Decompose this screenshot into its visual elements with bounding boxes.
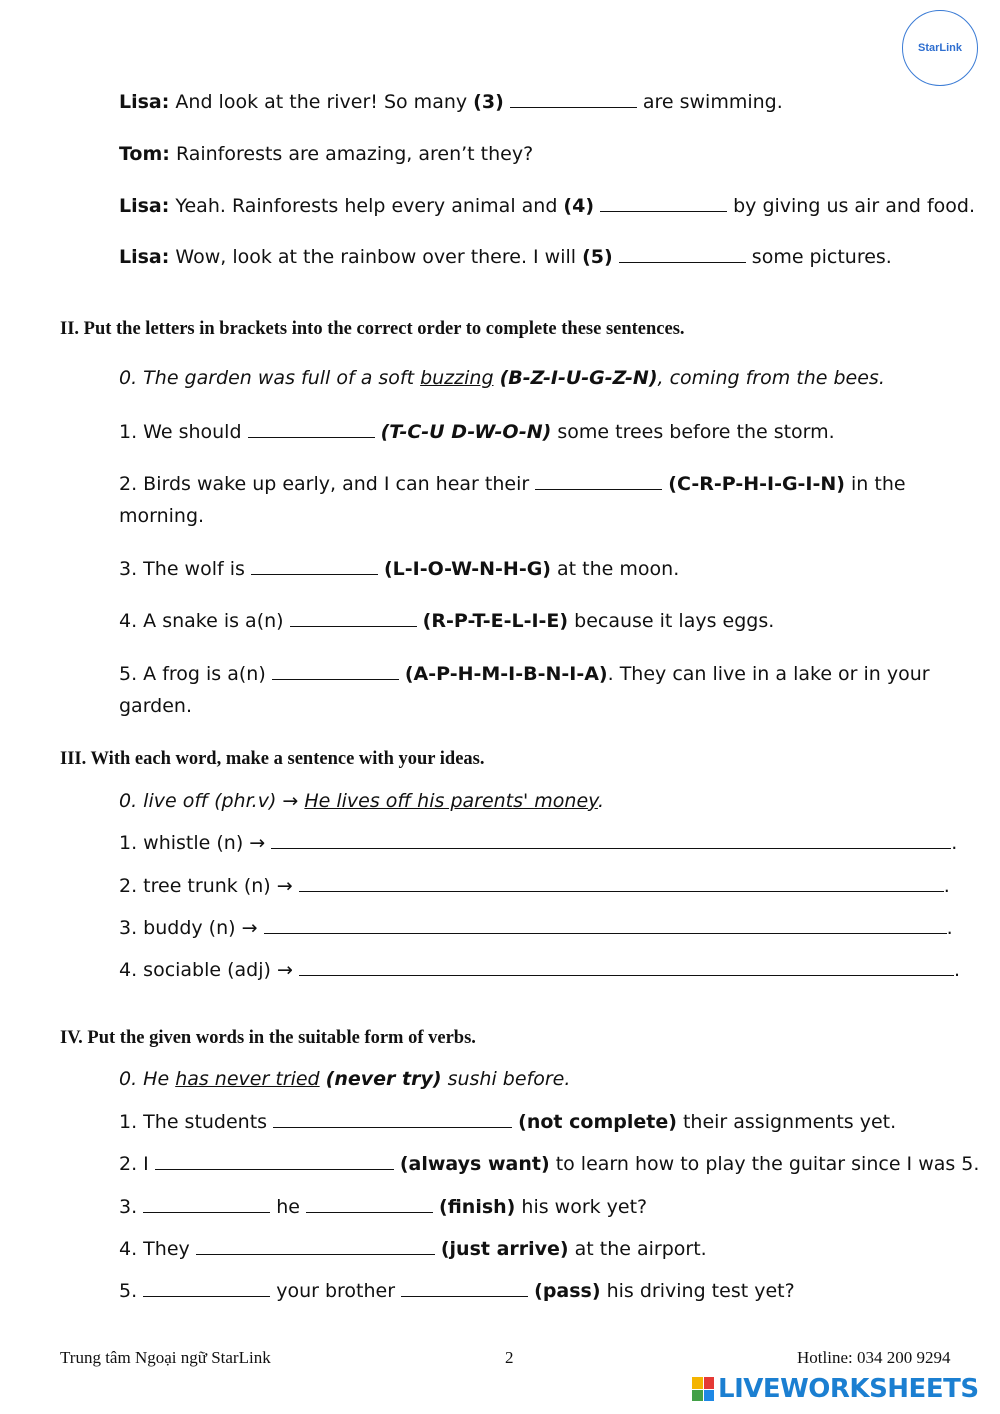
letter-clue: (L-I-O-W-N-H-G) bbox=[383, 558, 551, 580]
answer-blank[interactable] bbox=[273, 1109, 512, 1128]
item-text: because it lays eggs. bbox=[568, 610, 775, 632]
section-2-item-3 bbox=[119, 556, 679, 581]
sentence-blank[interactable] bbox=[264, 915, 947, 934]
liveworksheets-watermark bbox=[692, 1374, 979, 1404]
answer-blank[interactable] bbox=[306, 1194, 433, 1213]
section-2-item-5 bbox=[119, 661, 930, 686]
liveworksheets-text: LIVEWORKSHEETS bbox=[718, 1374, 979, 1404]
section-3-item-4: 4. sociable (adj) → . bbox=[119, 959, 960, 981]
verb-clue: (just arrive) bbox=[440, 1238, 569, 1260]
section-2-item-4 bbox=[119, 608, 774, 633]
letter-clue: (B-Z-I-U-G-Z-N) bbox=[499, 367, 658, 389]
item-text: in the bbox=[844, 473, 906, 495]
logo-text: StarLink bbox=[917, 42, 962, 54]
section-4-heading: IV. Put the given words in the suitable form of verbs. bbox=[60, 1028, 476, 1048]
line-text: And look at the river! So many bbox=[175, 91, 474, 113]
speaker: Tom: bbox=[119, 143, 170, 165]
answer-blank[interactable] bbox=[248, 419, 375, 438]
item-text: 2. Birds wake up early, and I can hear their bbox=[119, 473, 536, 495]
item-text: at the airport. bbox=[568, 1238, 707, 1260]
starlink-logo bbox=[902, 10, 978, 86]
section-3-item-1: 1. whistle (n) → . bbox=[119, 832, 958, 854]
answer-blank[interactable] bbox=[272, 661, 399, 680]
example-text: . bbox=[597, 790, 604, 812]
item-text: his driving test yet? bbox=[600, 1280, 795, 1302]
section-2-heading: II. Put the letters in brackets into the correct order to complete these sentences. bbox=[60, 319, 685, 339]
line-text: Wow, look at the rainbow over there. I will bbox=[175, 246, 583, 268]
dialogue-line-4 bbox=[119, 193, 975, 218]
section-2-item-2 bbox=[119, 471, 906, 496]
section-2-example bbox=[119, 366, 885, 390]
answer-blank[interactable] bbox=[196, 1236, 435, 1255]
item-text: 2. I bbox=[119, 1153, 155, 1175]
example-answer: has never tried bbox=[175, 1068, 320, 1090]
example-text: 0. The garden was full of a soft bbox=[119, 367, 421, 389]
item-text: 5. bbox=[119, 1280, 144, 1302]
example-text: 0. He bbox=[119, 1068, 176, 1090]
section-4-item-3 bbox=[119, 1194, 647, 1219]
blank-number: (5) bbox=[582, 246, 613, 268]
answer-blank[interactable] bbox=[290, 608, 417, 627]
letter-clue: (R-P-T-E-L-I-E) bbox=[422, 610, 569, 632]
word-label: 3. buddy (n) → bbox=[119, 917, 258, 939]
word-label: 1. whistle (n) → bbox=[119, 832, 266, 854]
example-text: , coming from the bees. bbox=[657, 367, 885, 389]
footer-center-name: Trung tâm Ngoại ngữ StarLink bbox=[60, 1348, 271, 1367]
section-4-example bbox=[119, 1067, 570, 1091]
answer-blank[interactable] bbox=[535, 471, 662, 490]
answer-blank[interactable] bbox=[510, 89, 637, 108]
sentence-blank[interactable] bbox=[271, 830, 951, 849]
letter-clue: (T-C-U D-W-O-N) bbox=[380, 421, 552, 443]
item-text: your brother bbox=[270, 1280, 402, 1302]
answer-blank[interactable] bbox=[619, 244, 746, 263]
item-text: their assignments yet. bbox=[676, 1111, 897, 1133]
section-2-item-5-cont: garden. bbox=[119, 695, 193, 717]
verb-clue: (finish) bbox=[439, 1196, 516, 1218]
letter-clue: (C-R-P-H-I-G-I-N) bbox=[668, 473, 845, 495]
answer-blank[interactable] bbox=[155, 1151, 394, 1170]
page-number: 2 bbox=[505, 1348, 514, 1367]
word-label: 2. tree trunk (n) → bbox=[119, 875, 293, 897]
example-answer: He lives off his parents' money bbox=[304, 790, 598, 812]
item-text: 4. A snake is a(n) bbox=[119, 610, 290, 632]
answer-blank[interactable] bbox=[251, 556, 378, 575]
verb-clue: (never try) bbox=[325, 1068, 442, 1090]
answer-blank[interactable] bbox=[600, 193, 727, 212]
answer-blank[interactable] bbox=[143, 1278, 270, 1297]
item-text: to learn how to play the guitar since I was 5. bbox=[549, 1153, 980, 1175]
item-text: some trees before the storm. bbox=[551, 421, 835, 443]
item-text: 3. bbox=[119, 1196, 144, 1218]
verb-clue: (always want) bbox=[399, 1153, 550, 1175]
sentence-blank[interactable] bbox=[299, 873, 944, 892]
liveworksheets-icon bbox=[692, 1377, 714, 1401]
item-text: 4. They bbox=[119, 1238, 196, 1260]
item-text: 1. The students bbox=[119, 1111, 274, 1133]
section-4-item-1 bbox=[119, 1109, 896, 1134]
speaker: Lisa: bbox=[119, 246, 170, 268]
item-text: 1. We should bbox=[119, 421, 248, 443]
dialogue-line-3 bbox=[119, 89, 783, 114]
line-text: by giving us air and food. bbox=[727, 195, 976, 217]
blank-number: (3) bbox=[473, 91, 504, 113]
dialogue-line-tom bbox=[119, 142, 533, 166]
line-text: Yeah. Rainforests help every animal and bbox=[175, 195, 564, 217]
speaker: Lisa: bbox=[119, 195, 170, 217]
footer-hotline: Hotline: 034 200 9294 bbox=[797, 1348, 951, 1367]
sentence-blank[interactable] bbox=[299, 957, 954, 976]
item-text: . They can live in a lake or in your bbox=[607, 663, 930, 685]
example-text: 0. live off (phr.v) → bbox=[119, 790, 305, 812]
example-text: sushi before. bbox=[441, 1068, 571, 1090]
answer-blank[interactable] bbox=[401, 1278, 528, 1297]
verb-clue: (pass) bbox=[534, 1280, 601, 1302]
section-2-item-2-cont: morning. bbox=[119, 505, 205, 527]
item-text: 3. The wolf is bbox=[119, 558, 251, 580]
example-answer: buzzing bbox=[420, 367, 494, 389]
section-3-example bbox=[119, 789, 604, 813]
letter-clue: (A-P-H-M-I-B-N-I-A) bbox=[404, 663, 608, 685]
line-text: some pictures. bbox=[745, 246, 892, 268]
section-4-item-4 bbox=[119, 1236, 707, 1261]
word-label: 4. sociable (adj) → bbox=[119, 959, 293, 981]
section-2-item-1 bbox=[119, 419, 835, 444]
blank-number: (4) bbox=[563, 195, 595, 217]
section-3-item-2: 2. tree trunk (n) → . bbox=[119, 875, 950, 897]
section-4-item-2 bbox=[119, 1151, 979, 1176]
verb-clue: (not complete) bbox=[518, 1111, 677, 1133]
item-text: he bbox=[270, 1196, 306, 1218]
answer-blank[interactable] bbox=[143, 1194, 270, 1213]
section-3-item-3: 3. buddy (n) → . bbox=[119, 917, 953, 939]
line-text: are swimming. bbox=[636, 91, 783, 113]
dialogue-line-5 bbox=[119, 244, 892, 269]
line-text: Rainforests are amazing, aren’t they? bbox=[175, 143, 534, 165]
item-text: at the moon. bbox=[551, 558, 680, 580]
section-4-item-5 bbox=[119, 1278, 795, 1303]
speaker: Lisa: bbox=[119, 91, 170, 113]
item-text: 5. A frog is a(n) bbox=[119, 663, 272, 685]
section-3-heading: III. With each word, make a sentence with your ideas. bbox=[60, 749, 485, 769]
item-text: his work yet? bbox=[515, 1196, 648, 1218]
